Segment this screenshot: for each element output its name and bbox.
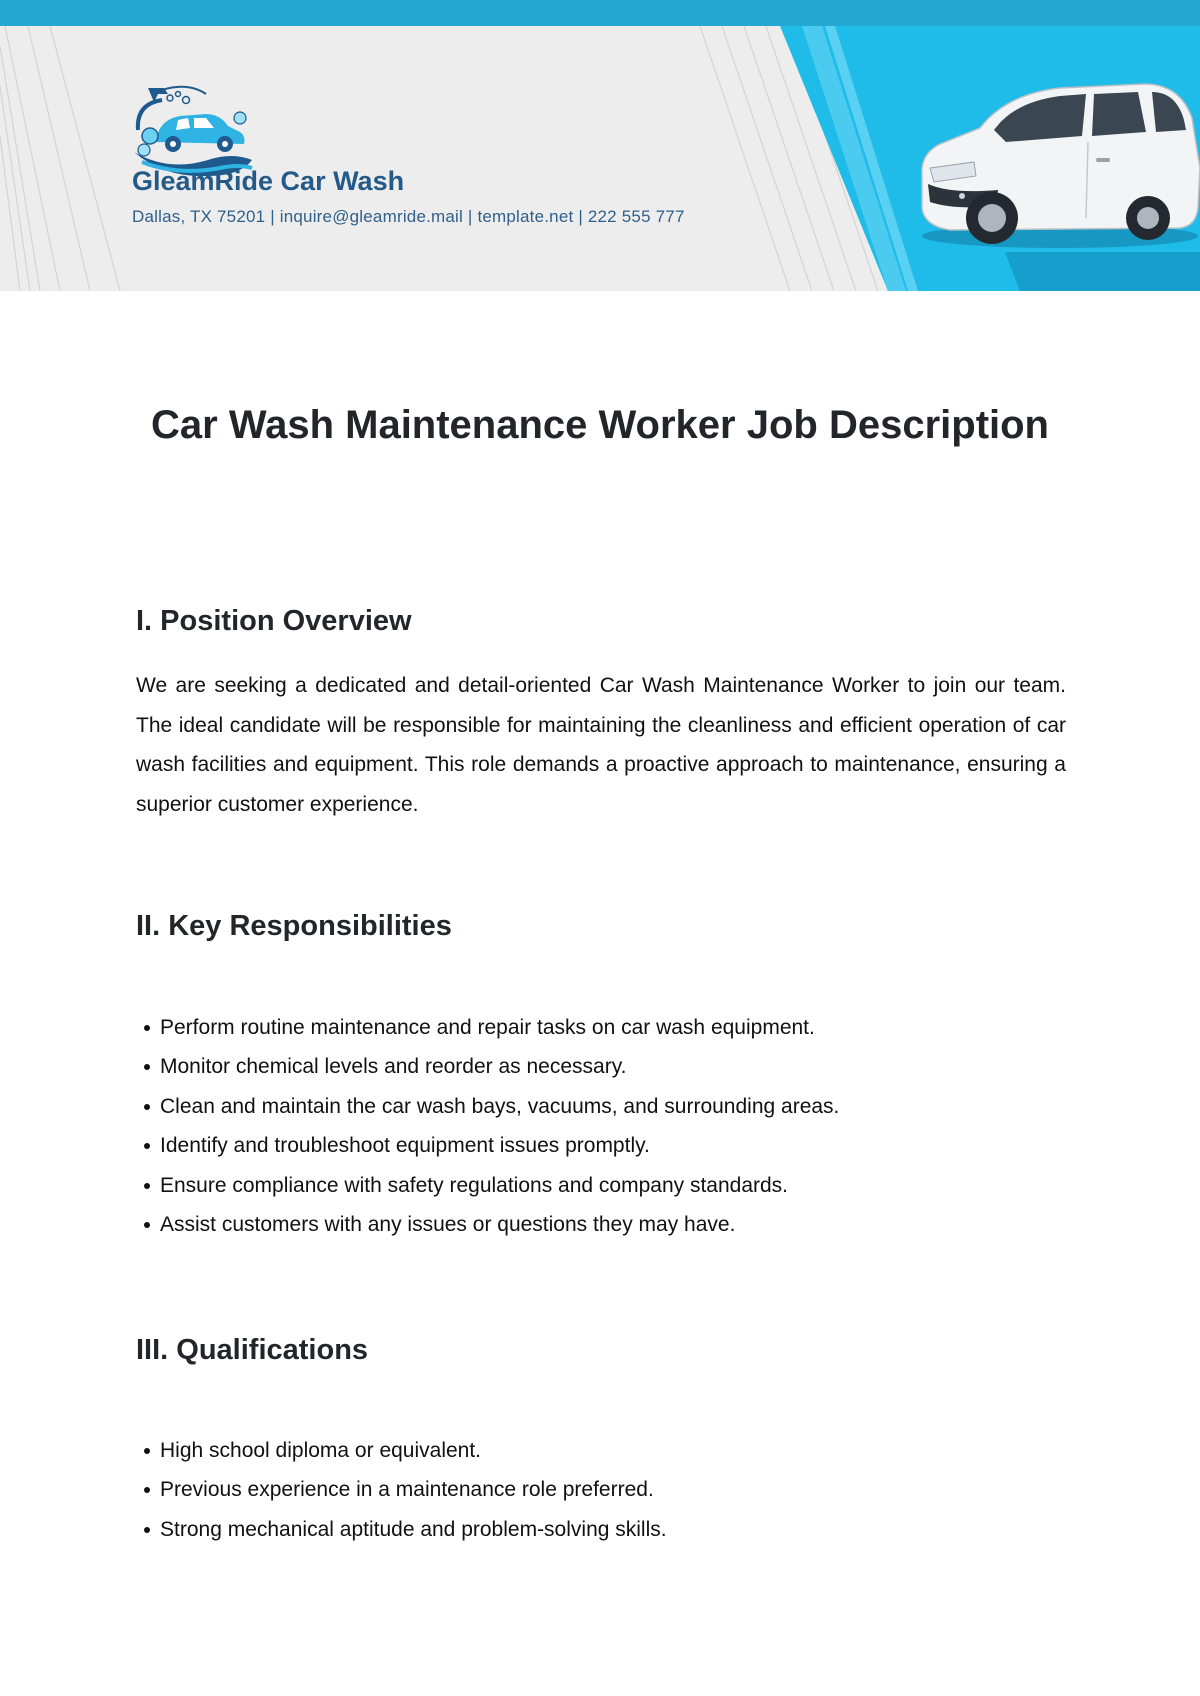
list-item-text: Strong mechanical aptitude and problem-solving skills. <box>160 1517 667 1541</box>
list-item <box>136 1431 1066 1470</box>
list-item <box>136 1166 1066 1205</box>
responsibilities-list <box>136 1008 1066 1244</box>
document-title: Car Wash Maintenance Worker Job Description <box>151 403 1049 447</box>
bullet-icon <box>144 1222 150 1228</box>
top-accent-strip <box>0 0 1200 26</box>
bullet-icon <box>144 1448 150 1454</box>
list-item <box>136 1047 1066 1086</box>
list-item-text: Identify and troubleshoot equipment issues promptly. <box>160 1134 650 1158</box>
letterhead-header <box>0 26 1200 291</box>
section-heading-key-responsibilities: II. Key Responsibilities <box>136 910 452 942</box>
list-item-text: Previous experience in a maintenance role preferred. <box>160 1478 654 1502</box>
list-item <box>136 1470 1066 1509</box>
list-item <box>136 1510 1066 1549</box>
bullet-icon <box>144 1487 150 1493</box>
list-item-text: High school diploma or equivalent. <box>160 1439 482 1462</box>
bullet-icon <box>144 1143 150 1149</box>
company-name: GleamRide Car Wash <box>132 166 405 196</box>
bullet-icon <box>144 1064 150 1070</box>
list-item <box>136 1008 1066 1047</box>
list-item <box>136 1205 1066 1244</box>
bullet-icon <box>144 1104 150 1110</box>
contact-line: Dallas, TX 75201 | inquire@gleamride.mail | template.net | 222 555 777 <box>132 207 685 226</box>
bullet-icon <box>144 1527 150 1533</box>
list-item <box>136 1126 1066 1165</box>
white-minivan-image <box>910 58 1200 258</box>
list-item-text: Ensure compliance with safety regulations and company standards. <box>160 1173 789 1197</box>
qualifications-list <box>136 1431 1066 1549</box>
bullet-icon <box>144 1025 150 1031</box>
list-item-text: Monitor chemical levels and reorder as necessary. <box>160 1055 627 1079</box>
bullet-icon <box>144 1183 150 1189</box>
list-item <box>136 1087 1066 1126</box>
position-overview-paragraph: We are seeking a dedicated and detail-oriented Car Wash Maintenance Worker to join our team. The ideal candidate will be responsible for maintaining the cleanliness and efficient operation of car wash facilities and equipment. This role demands a proactive approach to maintenance, ensuring a superior customer experience. <box>136 674 1066 816</box>
list-item-text: Assist customers with any issues or questions they may have. <box>160 1213 736 1237</box>
section-heading-qualifications: III. Qualifications <box>136 1334 369 1366</box>
list-item-text: Clean and maintain the car wash bays, vacuums, and surrounding areas. <box>160 1094 840 1118</box>
list-item-text: Perform routine maintenance and repair tasks on car wash equipment. <box>160 1016 815 1039</box>
section-heading-position-overview: I. Position Overview <box>136 605 412 637</box>
